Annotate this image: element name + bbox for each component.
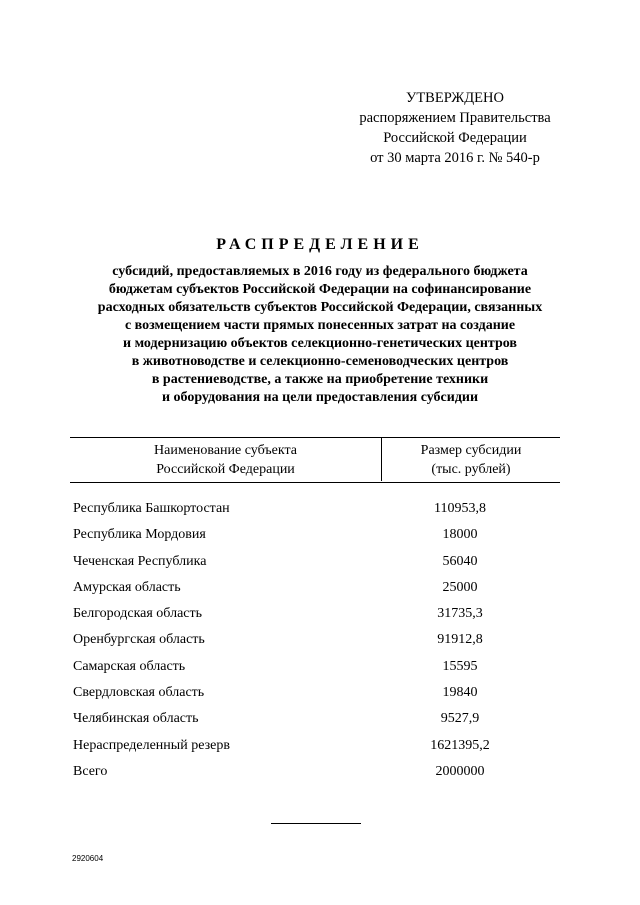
approval-line: Российской Федерации xyxy=(383,130,527,146)
region-name: Нераспределенный резерв xyxy=(73,737,230,753)
table-row xyxy=(70,626,560,652)
table-row-total xyxy=(70,758,560,784)
table-row xyxy=(70,600,560,626)
document-title: РАСПРЕДЕЛЕНИЕ xyxy=(216,236,424,253)
header-text: Российской Федерации xyxy=(156,462,295,477)
table-header xyxy=(70,437,560,483)
closing-rule xyxy=(271,823,361,824)
subsidy-value: 19840 xyxy=(442,685,478,701)
document-subtitle xyxy=(0,263,640,407)
region-name: Амурская область xyxy=(73,579,181,595)
table-body xyxy=(70,495,560,784)
region-name: Свердловская область xyxy=(73,685,205,701)
subsidy-value: 18000 xyxy=(442,527,478,543)
approval-line: распоряжением Правительства xyxy=(359,110,551,126)
subsidy-value: 56040 xyxy=(442,553,478,569)
header-text: (тыс. рублей) xyxy=(431,462,511,477)
subsidy-value: 1621395,2 xyxy=(430,737,490,753)
subsidy-value: 91912,8 xyxy=(437,632,483,648)
region-name: Белгородская область xyxy=(73,606,203,622)
subtitle-line: с возмещением части прямых понесенных затрат на создание xyxy=(124,318,516,333)
approval-heading: УТВЕРЖДЕНО xyxy=(406,90,504,106)
header-text: Размер субсидии xyxy=(420,443,522,458)
table-row xyxy=(70,548,560,574)
subsidy-value: 31735,3 xyxy=(437,606,483,622)
header-text: Наименование субъекта xyxy=(154,443,297,458)
region-name: Чеченская Республика xyxy=(73,553,207,569)
region-name: Оренбургская область xyxy=(73,632,205,648)
subsidy-value: 9527,9 xyxy=(440,711,480,727)
subsidy-value: 25000 xyxy=(442,579,478,595)
table-row xyxy=(70,574,560,600)
table-row xyxy=(70,495,560,521)
region-name: Республика Мордовия xyxy=(73,527,206,543)
document-code: 2920604 xyxy=(72,854,104,863)
subsidy-table xyxy=(70,437,560,784)
subtitle-line: бюджетам субъектов Российской Федерации на софинансирование xyxy=(108,282,532,297)
region-name: Республика Башкортостан xyxy=(73,501,230,516)
subtitle-line: субсидий, предоставляемых в 2016 году из федерального бюджета xyxy=(112,264,528,279)
table-row xyxy=(70,705,560,731)
approval-date-line: от 30 марта 2016 г. № 540-р xyxy=(370,150,540,166)
table-row xyxy=(70,732,560,758)
subtitle-line: расходных обязательств субъектов Российской Федерации, связанных xyxy=(97,300,543,315)
region-name: Челябинская область xyxy=(73,711,199,727)
approval-block xyxy=(340,88,570,168)
subtitle-line: и оборудования на цели предоставления субсидии xyxy=(161,390,479,405)
table-row xyxy=(70,521,560,547)
total-value: 2000000 xyxy=(435,763,485,779)
region-name: Самарская область xyxy=(73,658,186,674)
subtitle-line: в растениеводстве, а также на приобретение техники xyxy=(151,372,489,387)
table-row xyxy=(70,679,560,705)
table-row xyxy=(70,653,560,679)
total-label: Всего xyxy=(73,763,108,779)
header-region-name xyxy=(70,441,381,479)
subtitle-line: и модернизацию объектов селекционно-генетических центров xyxy=(123,336,517,351)
subsidy-value: 15595 xyxy=(442,658,478,674)
header-subsidy-amount xyxy=(381,438,560,481)
subtitle-line: в животноводстве и селекционно-семеноводческих центров xyxy=(131,354,509,369)
subsidy-value: 110953,8 xyxy=(434,501,486,516)
